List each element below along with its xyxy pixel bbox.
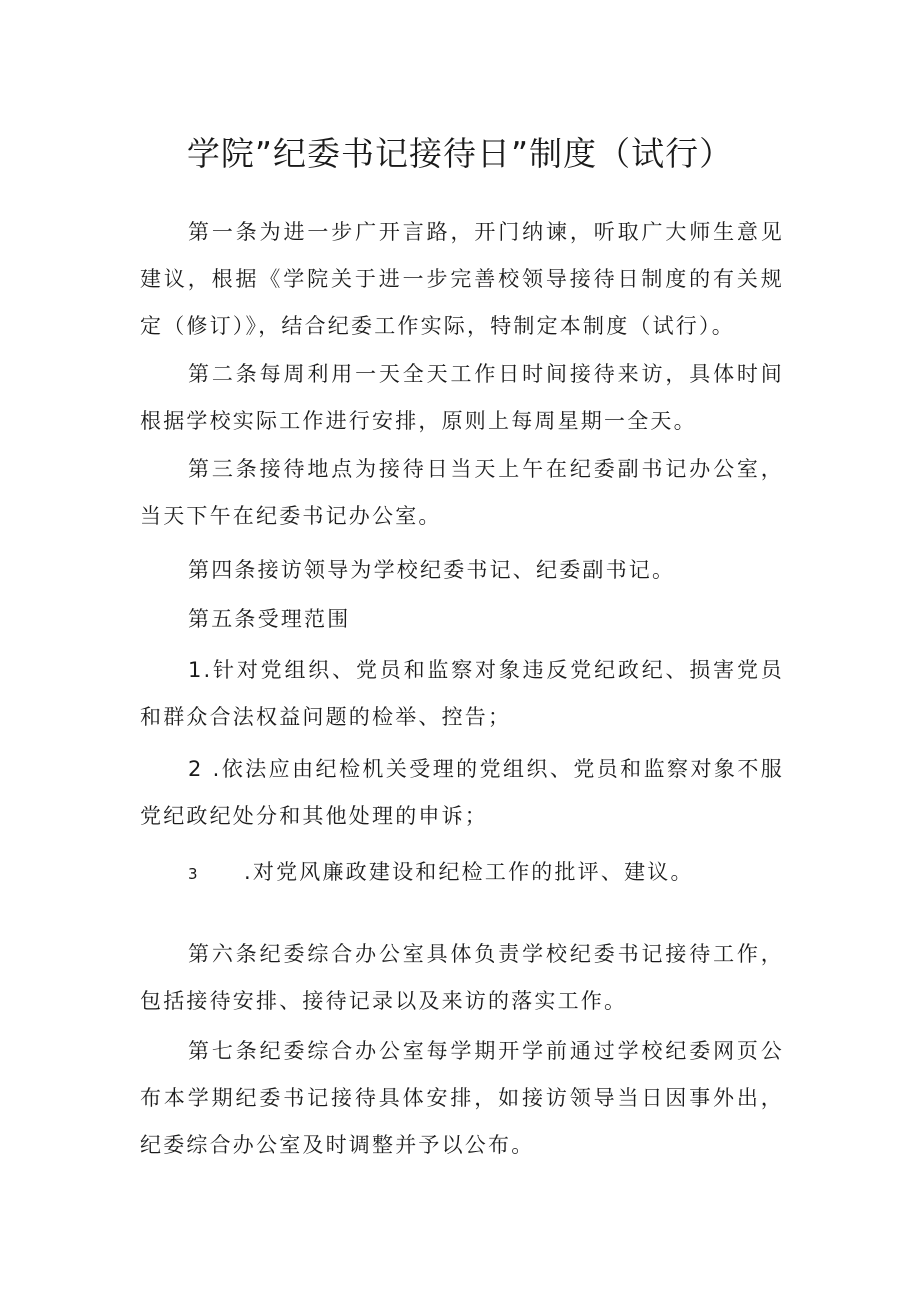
article-5-heading: 第五条受理范围 bbox=[188, 607, 351, 631]
article-7-paragraph: 第七条纪委综合办公室每学期开学前通过学校纪委网页公布本学期纪委书记接待具体安排，如接访领导当日因事外出，纪委综合办公室及时调整并予以公布。 bbox=[140, 1039, 784, 1157]
article-4-paragraph: 第四条接访领导为学校纪委书记、纪委副书记。 bbox=[188, 558, 676, 582]
scope-item-3-text: .对党风廉政建设和纪检工作的批评、建议。 bbox=[244, 860, 694, 884]
article-1-paragraph: 第一条为进一步广开言路，开门纳谏，听取广大师生意见建议，根据《学院关于进一步完善校领导接待日制度的有关规定（修订）》，结合纪委工作实际，特制定本制度（试行）。 bbox=[140, 220, 784, 338]
scope-item-1: 1.针对党组织、党员和监察对象违反党纪政纪、损害党员和群众合法权益问题的检举、控告； bbox=[140, 658, 784, 729]
scope-item-3-number: 3 bbox=[188, 865, 200, 883]
article-6-paragraph: 第六条纪委综合办公室具体负责学校纪委书记接待工作，包括接待安排、接待记录以及来访的落实工作。 bbox=[140, 942, 784, 1013]
document-title: 学院”纪委书记接待日”制度（试行） bbox=[186, 134, 734, 173]
article-2-paragraph: 第二条每周利用一天全天工作日时间接待来访，具体时间根据学校实际工作进行安排，原则上每周星期一全天。 bbox=[140, 362, 784, 433]
article-3-paragraph: 第三条接待地点为接待日当天上午在纪委副书记办公室，当天下午在纪委书记办公室。 bbox=[140, 457, 784, 528]
scope-item-2: 2 .依法应由纪检机关受理的党组织、党员和监察对象不服党纪政纪处分和其他处理的申诉； bbox=[140, 757, 784, 828]
scope-item-3 bbox=[188, 849, 694, 898]
